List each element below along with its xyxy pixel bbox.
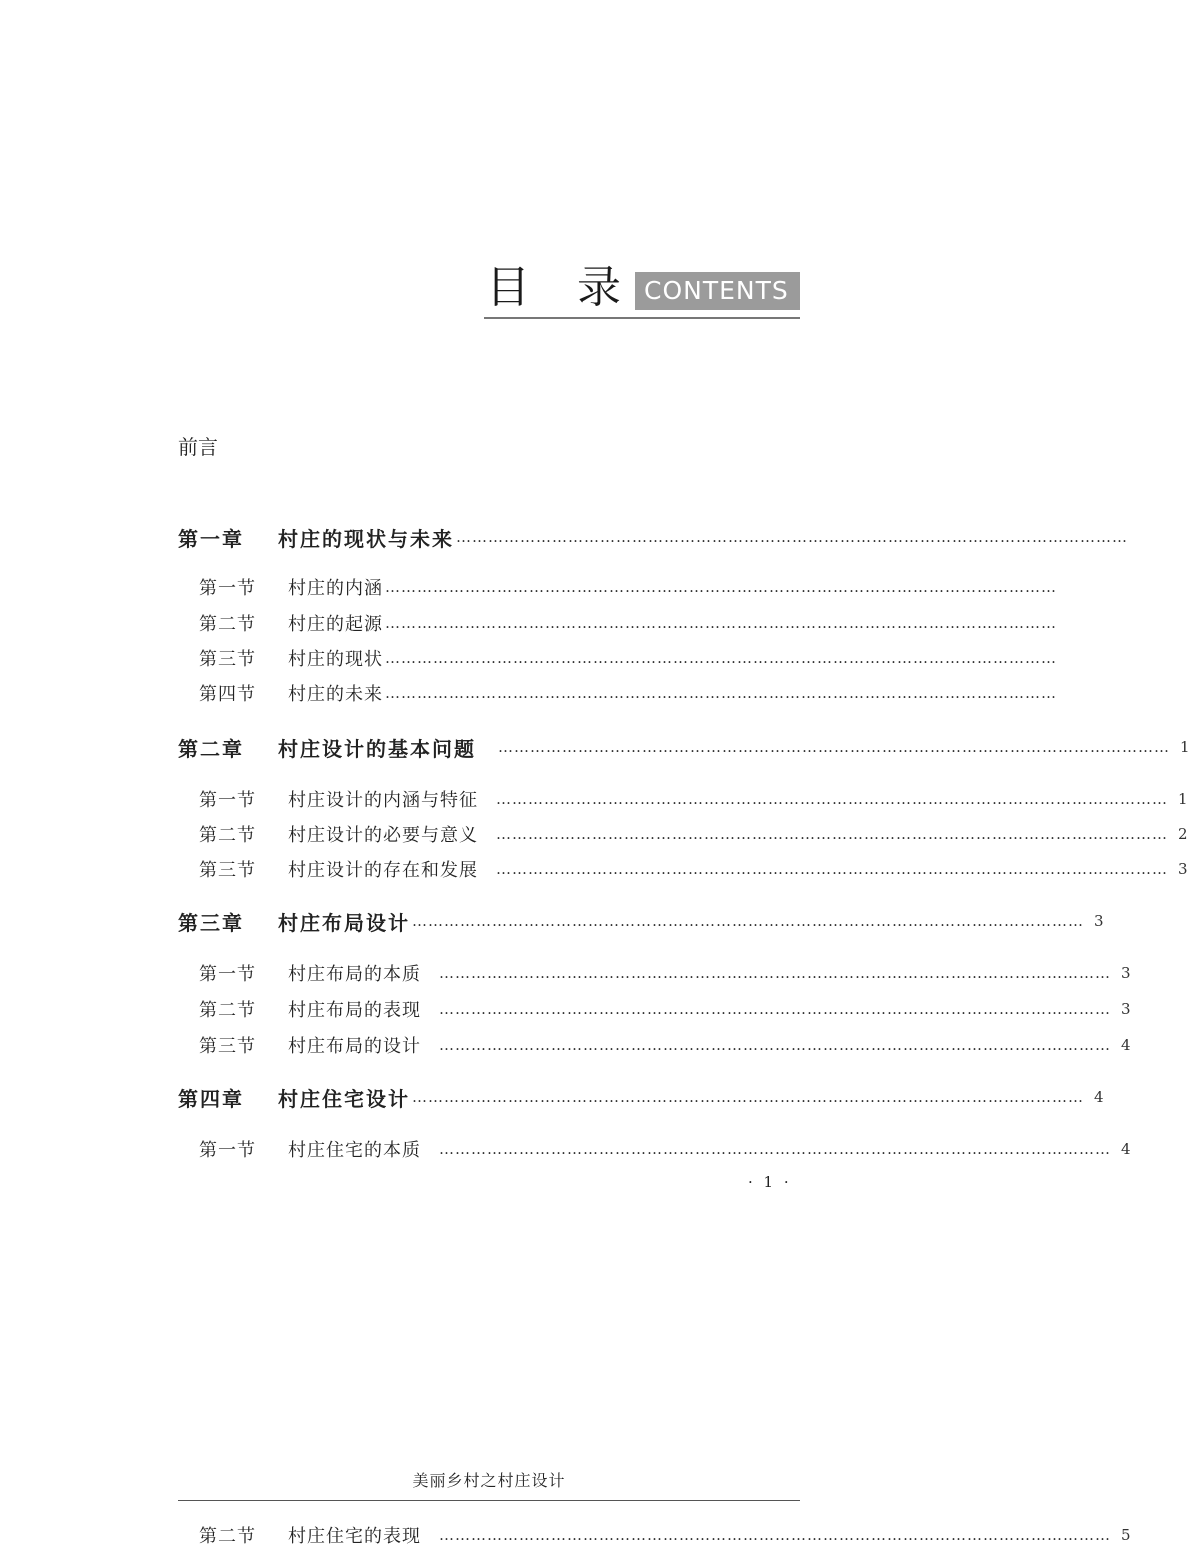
section-title: 村庄设计的内涵与特征 (288, 790, 478, 811)
toc-section-4-2[interactable] (199, 1521, 1131, 1549)
page-ref: 4 (1121, 1140, 1131, 1158)
toc-chapter-1[interactable] (178, 521, 1138, 553)
toc-section-4-1[interactable] (199, 1135, 1131, 1163)
dot-leader: ……………………………………………………………………………………………………………… (385, 649, 1057, 667)
toc-section-3-3[interactable] (199, 1031, 1131, 1059)
section-title: 村庄布局的表现 (288, 1000, 421, 1021)
section-number: 第一节 (199, 1140, 256, 1161)
section-title: 村庄设计的必要与意义 (288, 825, 478, 846)
section-title: 村庄的未来 (288, 684, 383, 705)
chapter-number: 第四章 (178, 1086, 244, 1111)
section-title: 村庄的现状 (288, 649, 383, 670)
dot-leader: ……………………………………………………………………………………………………………… (496, 825, 1168, 843)
dot-leader: ……………………………………………………………………………………………………………… (496, 860, 1168, 878)
section-number: 第二节 (199, 1526, 256, 1547)
page-ref: 5 (1121, 1526, 1131, 1544)
running-head: 美丽乡村之村庄设计 (412, 1471, 566, 1490)
dot-leader: ……………………………………………………………………………………………………………… (412, 1088, 1084, 1106)
toc-section-2-3[interactable] (199, 855, 1188, 883)
section-number: 第二节 (199, 825, 256, 846)
title-character-mu: 目 (486, 262, 530, 313)
section-number: 第二节 (199, 614, 256, 635)
section-number: 第一节 (199, 790, 256, 811)
chapter-number: 第二章 (178, 736, 244, 761)
title-character-lu: 录 (577, 262, 621, 313)
toc-section-1-3[interactable] (199, 644, 1067, 672)
toc-section-1-4[interactable] (199, 679, 1067, 707)
page-ref: 3 (1121, 1000, 1131, 1018)
section-title: 村庄设计的存在和发展 (288, 860, 478, 881)
dot-leader: ……………………………………………………………………………………………………………… (385, 578, 1057, 596)
toc-section-1-1[interactable] (199, 573, 1067, 601)
dot-leader: ……………………………………………………………………………………………………………… (439, 1036, 1111, 1054)
dot-leader: ……………………………………………………………………………………………………………… (496, 790, 1168, 808)
section-number: 第一节 (199, 578, 256, 599)
section-number: 第三节 (199, 860, 256, 881)
page-ref: 4 (1121, 1036, 1131, 1054)
page-ref: 3 (1094, 912, 1104, 930)
page-ref: 2 (1178, 825, 1188, 843)
section-title: 村庄的起源 (288, 614, 383, 635)
chapter-number: 第三章 (178, 910, 244, 935)
toc-chapter-3[interactable] (178, 905, 1104, 937)
contents-label: CONTENTS (635, 272, 800, 310)
page-ref: 3 (1121, 964, 1131, 982)
toc-preface[interactable]: 前言 (178, 435, 218, 459)
section-title: 村庄住宅的表现 (288, 1526, 421, 1547)
section-number: 第二节 (199, 1000, 256, 1021)
page-ref: 1 (1178, 790, 1188, 808)
dot-leader: ……………………………………………………………………………………………………………… (385, 614, 1057, 632)
chapter-title: 村庄布局设计 (278, 910, 410, 935)
section-number: 第一节 (199, 964, 256, 985)
toc-section-3-2[interactable] (199, 995, 1131, 1023)
dot-leader: ……………………………………………………………………………………………………………… (385, 684, 1057, 702)
toc-section-3-1[interactable] (199, 959, 1131, 987)
dot-leader: ……………………………………………………………………………………………………………… (439, 1140, 1111, 1158)
section-number: 第三节 (199, 1036, 256, 1057)
title-rule (484, 317, 800, 319)
toc-section-1-2[interactable] (199, 609, 1067, 637)
dot-leader: ……………………………………………………………………………………………………………… (412, 912, 1084, 930)
dot-leader: ……………………………………………………………………………………………………………… (439, 1000, 1111, 1018)
dot-leader: ……………………………………………………………………………………………………………… (456, 528, 1128, 546)
running-head-rule (178, 1500, 800, 1501)
dot-leader: ……………………………………………………………………………………………………………… (439, 964, 1111, 982)
dot-leader: ……………………………………………………………………………………………………………… (498, 738, 1170, 756)
page-ref: 1 (1180, 738, 1190, 756)
toc-chapter-4[interactable] (178, 1081, 1104, 1113)
page-ref: 3 (1178, 860, 1188, 878)
chapter-title: 村庄设计的基本问题 (278, 736, 476, 761)
toc-section-2-2[interactable] (199, 820, 1188, 848)
section-number: 第三节 (199, 649, 256, 670)
toc-chapter-2[interactable] (178, 731, 1190, 763)
page-number: · 1 · (748, 1173, 792, 1191)
chapter-title: 村庄的现状与未来 (278, 526, 454, 551)
section-title: 村庄的内涵 (288, 578, 383, 599)
dot-leader: ……………………………………………………………………………………………………………… (439, 1526, 1111, 1544)
section-title: 村庄布局的本质 (288, 964, 421, 985)
section-number: 第四节 (199, 684, 256, 705)
section-title: 村庄布局的设计 (288, 1036, 421, 1057)
chapter-title: 村庄住宅设计 (278, 1086, 410, 1111)
section-title: 村庄住宅的本质 (288, 1140, 421, 1161)
page-ref: 4 (1094, 1088, 1104, 1106)
chapter-number: 第一章 (178, 526, 244, 551)
toc-section-2-1[interactable] (199, 785, 1188, 813)
